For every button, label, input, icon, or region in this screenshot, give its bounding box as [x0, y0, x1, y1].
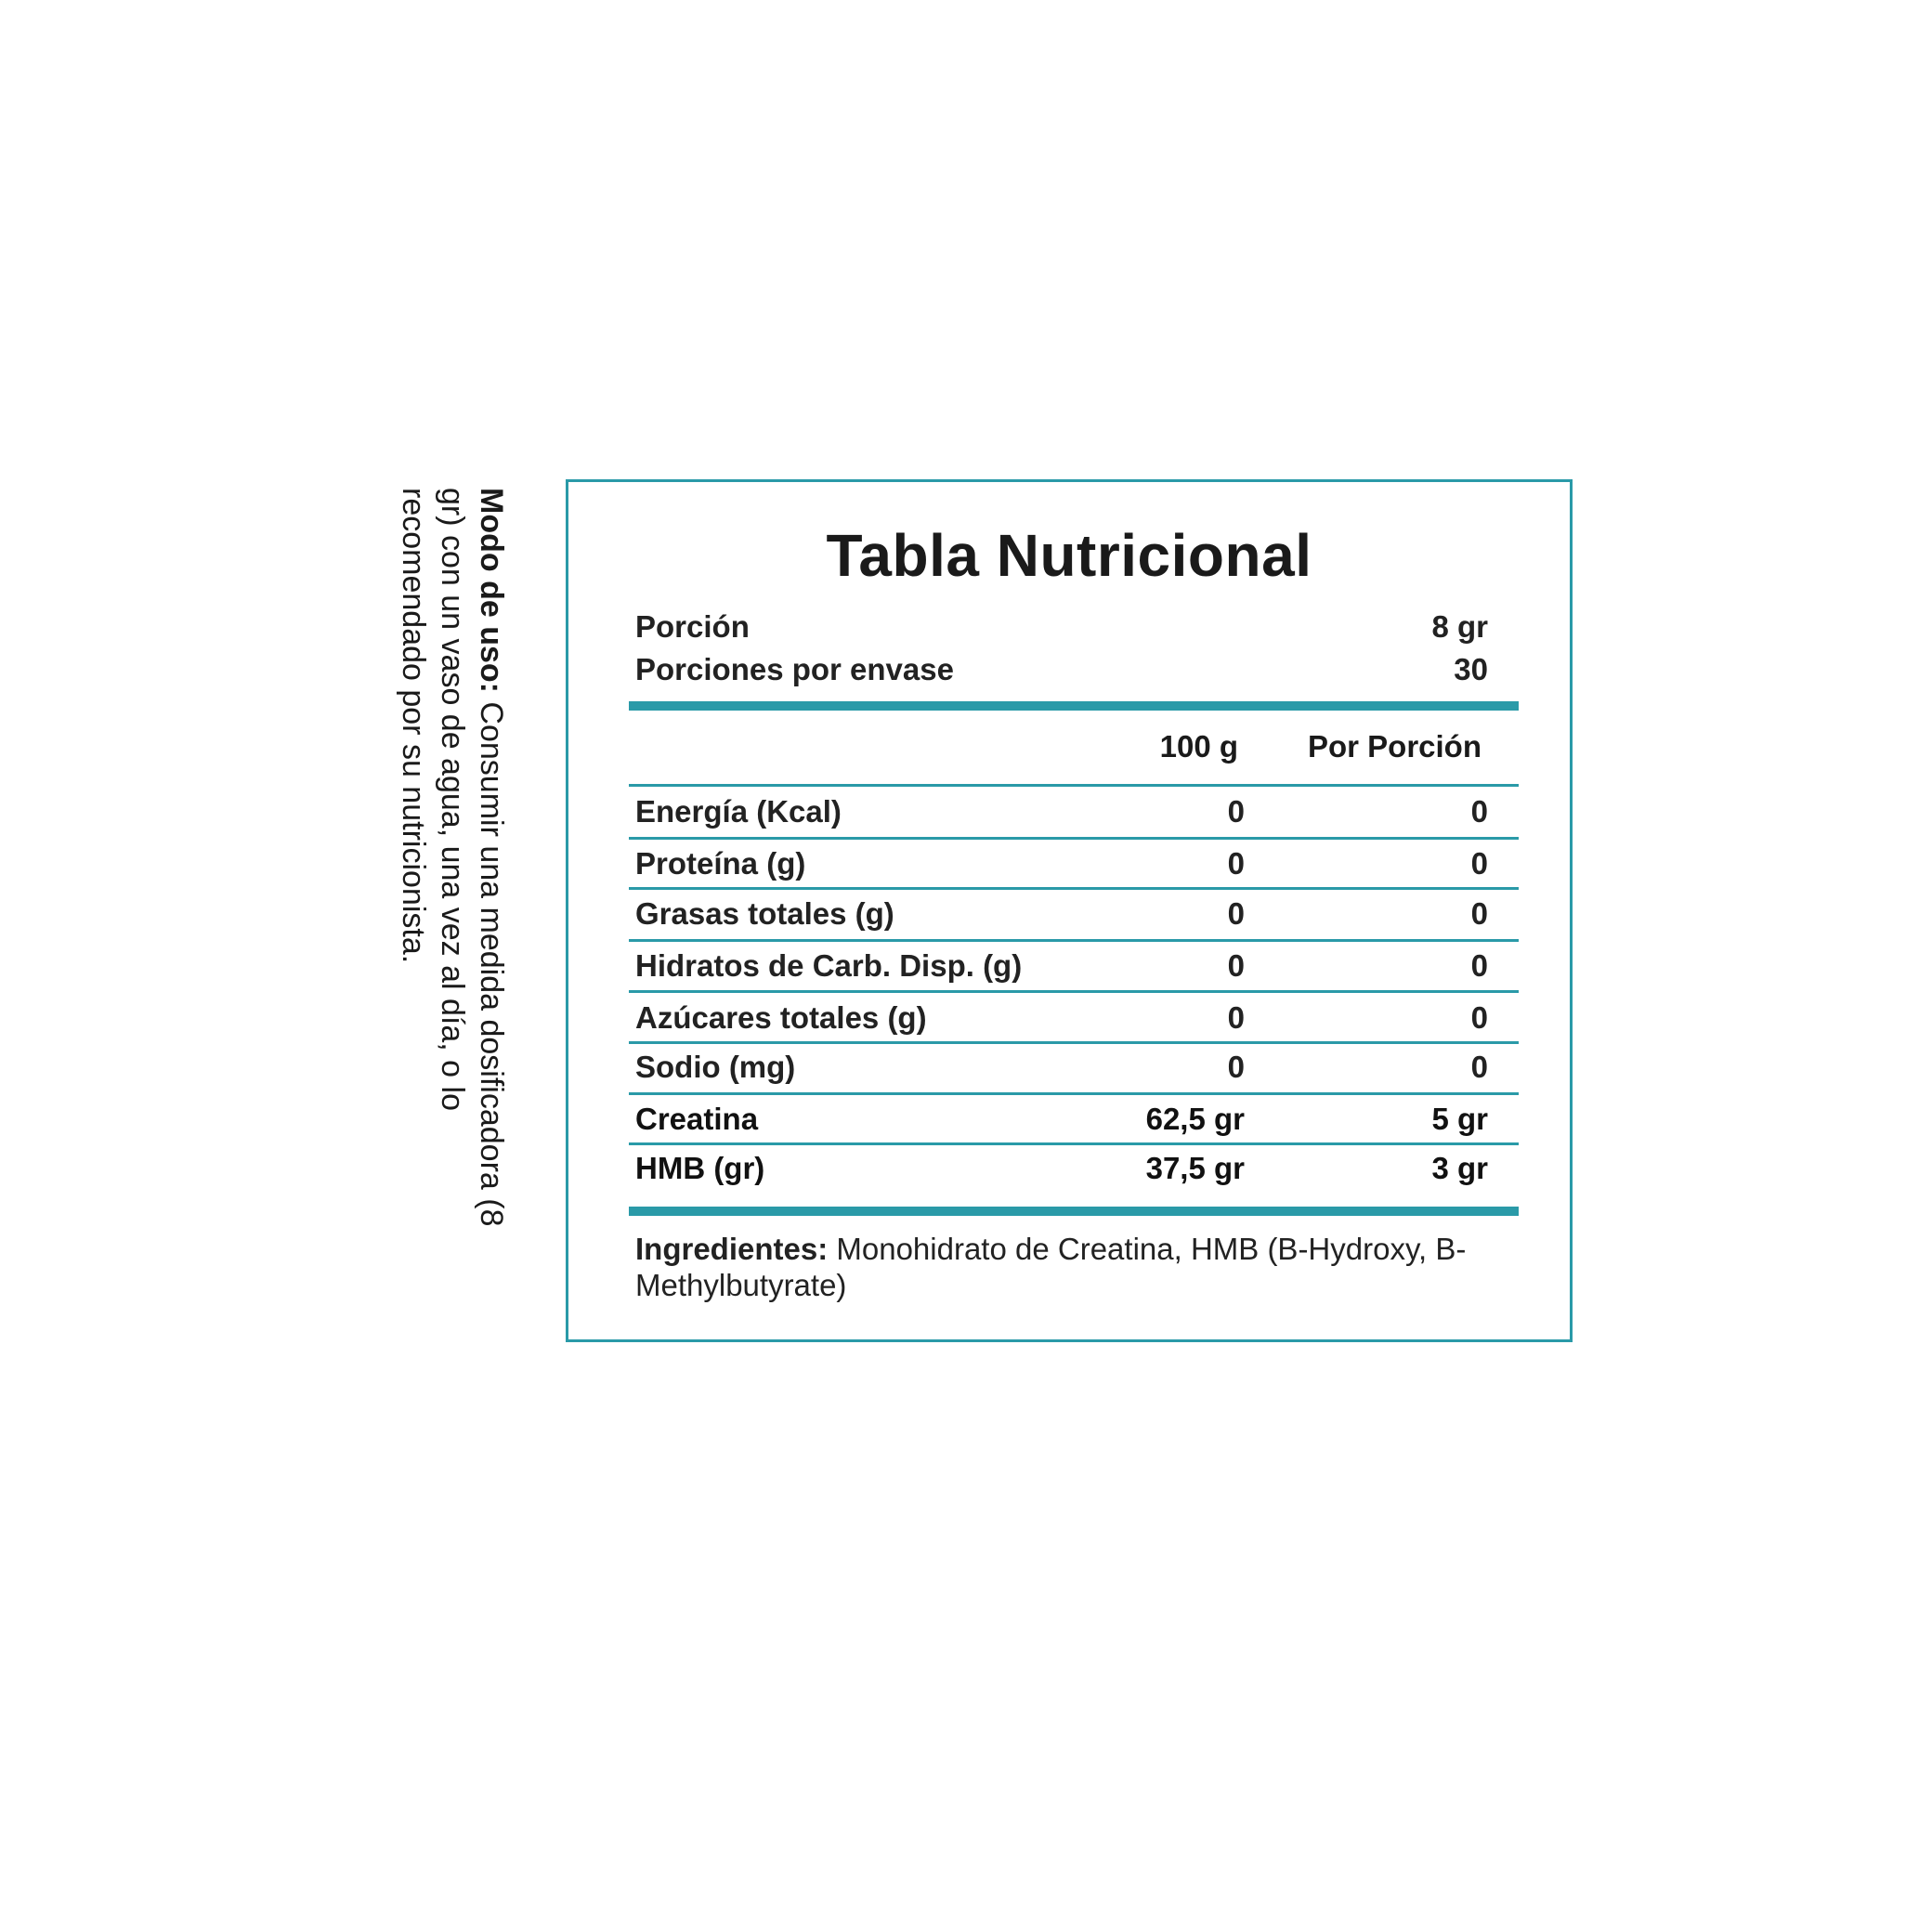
- nutrient-label: Grasas totales (g): [635, 896, 894, 931]
- nutrient-label: Creatina: [635, 1102, 759, 1136]
- divider: [629, 784, 1519, 787]
- divider-thick: [629, 1207, 1519, 1216]
- nutrient-value-100g: 0: [1227, 948, 1245, 983]
- nutrient-value-per-serving: 0: [1470, 846, 1488, 881]
- nutrient-label: Proteína (g): [635, 846, 806, 881]
- nutrient-value-100g: 37,5 gr: [1145, 1151, 1245, 1185]
- ingredients-text: Monohidrato de Creatina, HMB (B-Hydroxy, B-Methylbutyrate): [635, 1232, 1467, 1302]
- nutrient-value-100g: 0: [1227, 1000, 1245, 1035]
- usage-label: Modo de uso:: [474, 488, 509, 693]
- nutrient-label: Energía (Kcal): [635, 794, 842, 829]
- nutrient-row: [635, 896, 1488, 945]
- nutrient-value-100g: 0: [1227, 896, 1245, 931]
- servings-per-container-value: 30: [1454, 652, 1488, 686]
- divider: [629, 990, 1519, 993]
- serving-label: Porción: [635, 609, 750, 644]
- nutrient-row: [635, 794, 1488, 842]
- ingredients: [635, 1231, 1536, 1303]
- nutrient-label: Sodio (mg): [635, 1050, 796, 1084]
- nutrient-value-100g: 0: [1227, 794, 1245, 829]
- divider: [629, 1092, 1519, 1095]
- nutrient-value-per-serving: 0: [1470, 896, 1488, 931]
- column-header-per-serving: Por Porción: [1307, 729, 1482, 764]
- divider: [629, 939, 1519, 942]
- nutrient-row: [635, 1151, 1488, 1199]
- panel-title: Tabla Nutricional: [826, 522, 1312, 589]
- divider: [629, 1041, 1519, 1044]
- ingredients-label: Ingredientes:: [635, 1232, 829, 1266]
- usage-instructions: [381, 488, 511, 1268]
- servings-per-container-label: Porciones por envase: [635, 652, 954, 686]
- nutrition-panel: [566, 479, 1573, 1342]
- nutrient-value-100g: 62,5 gr: [1145, 1102, 1245, 1136]
- serving-value: 8 gr: [1431, 609, 1488, 644]
- divider: [629, 837, 1519, 840]
- usage-text: Consumir una medida dosificadora (8 gr) con un vaso de agua, una vez al día, o lo recomendado por su nutricionista.: [396, 488, 509, 1227]
- nutrient-row: [635, 1050, 1488, 1098]
- nutrient-value-per-serving: 3 gr: [1431, 1151, 1488, 1185]
- nutrient-value-per-serving: 0: [1470, 794, 1488, 829]
- nutrient-label: Azúcares totales (g): [635, 1000, 927, 1035]
- nutrient-label: HMB (gr): [635, 1151, 765, 1185]
- nutrient-value-per-serving: 0: [1470, 1000, 1488, 1035]
- nutrient-label: Hidratos de Carb. Disp. (g): [635, 948, 1023, 983]
- nutrient-value-per-serving: 5 gr: [1431, 1102, 1488, 1136]
- column-header-100g: 100 g: [1159, 729, 1238, 764]
- nutrient-value-per-serving: 0: [1470, 948, 1488, 983]
- divider: [629, 887, 1519, 890]
- divider: [629, 1142, 1519, 1145]
- nutrient-value-100g: 0: [1227, 1050, 1245, 1084]
- nutrient-value-per-serving: 0: [1470, 1050, 1488, 1084]
- divider-thick: [629, 701, 1519, 711]
- nutrient-value-100g: 0: [1227, 846, 1245, 881]
